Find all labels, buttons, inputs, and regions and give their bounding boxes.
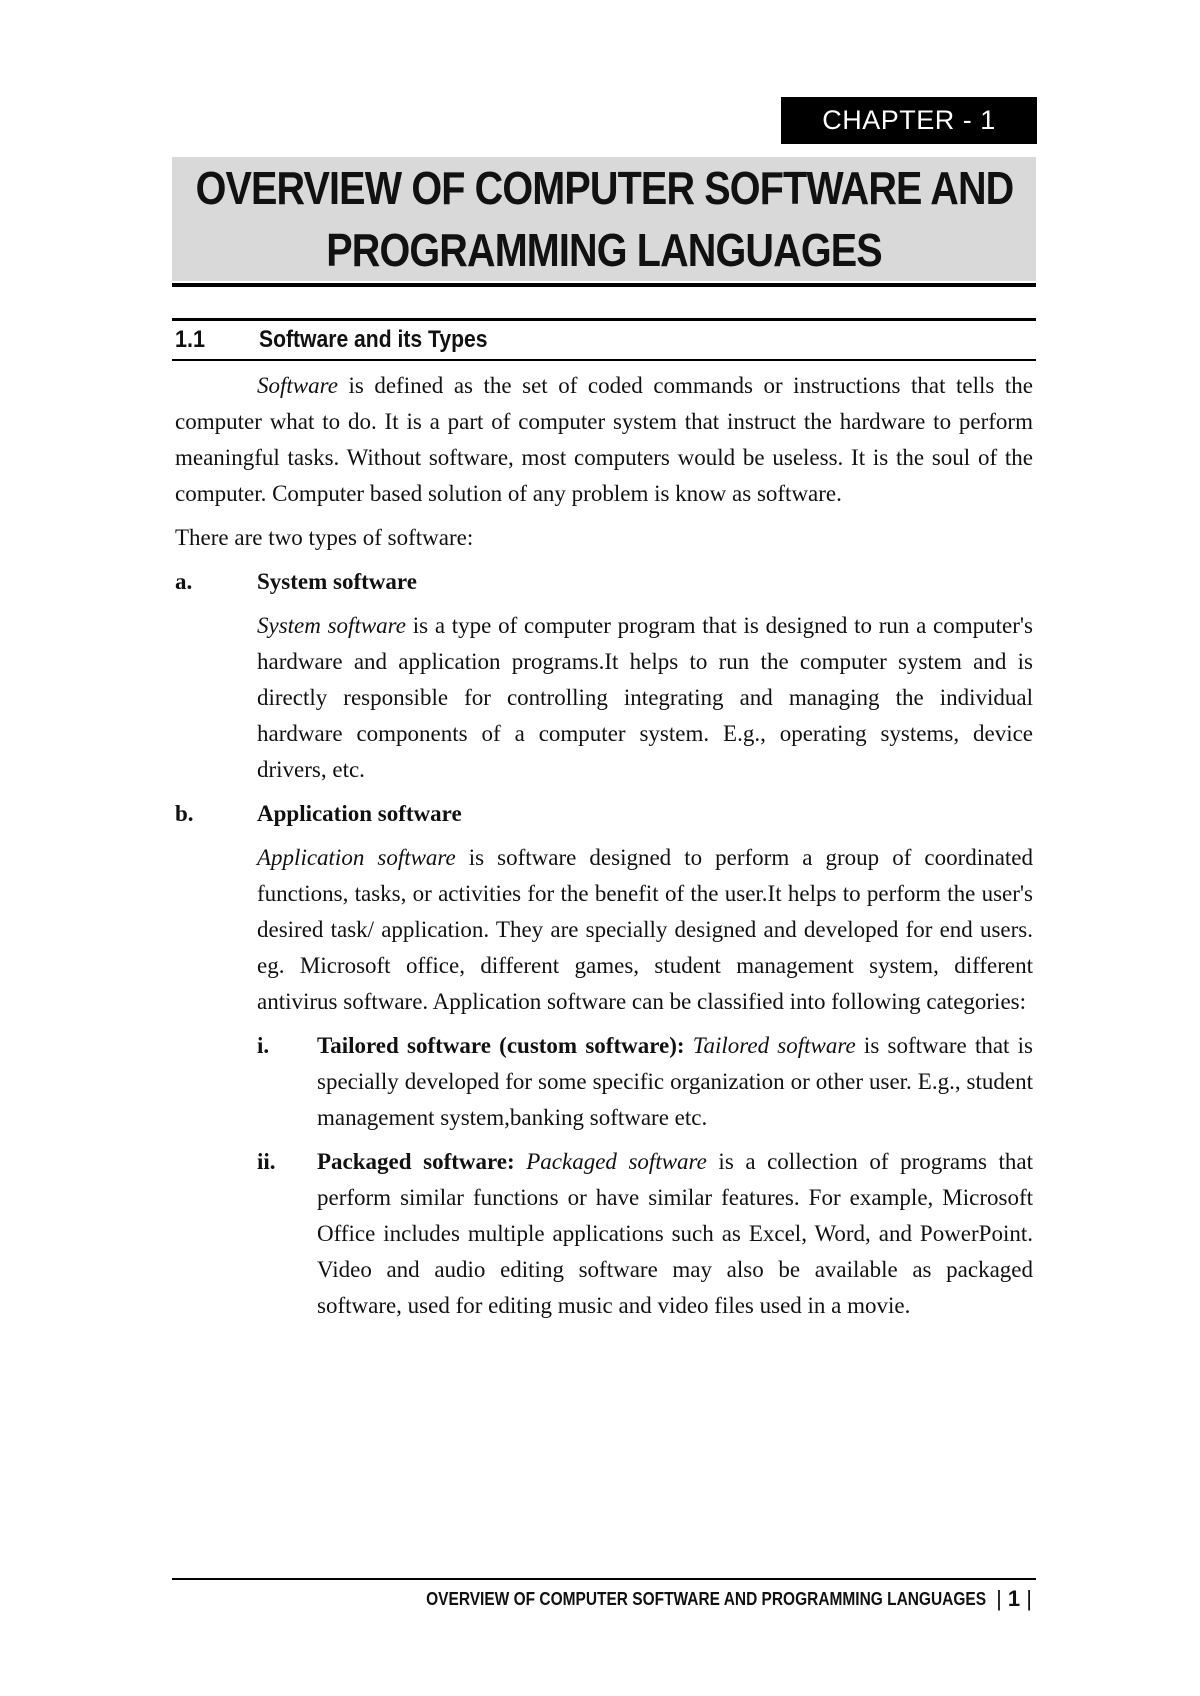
sub-item-ii <box>175 1144 1033 1324</box>
type-a-term: System software <box>257 613 406 638</box>
type-b-paragraph <box>175 840 1033 1020</box>
page-number-box: | 1 | <box>996 1586 1032 1611</box>
section-heading <box>175 326 1035 356</box>
types-intro: There are two types of software: <box>175 525 474 550</box>
type-a-heading: System software <box>257 569 417 594</box>
section-number: 1.1 <box>175 326 206 353</box>
section-top-rule <box>172 318 1036 321</box>
page-number: 1 <box>1007 1586 1021 1611</box>
type-b-text: is software designed to perform a group of coordinated functions, tasks, or activities for the benefit of the user.It helps to perform the user's desired task/ application. They are specially designed and developed for end users. eg. Microsoft office, different games, student management system, different antivirus software. Application software can be classified into following categories: <box>257 845 1034 1014</box>
title-underline <box>172 283 1036 287</box>
chapter-label: CHAPTER - 1 <box>781 97 1037 144</box>
type-a-marker: a. <box>175 569 193 594</box>
type-a-text: is a type of computer program that is designed to run a computer's hardware and application programs.It helps to run the computer system and is directly responsible for controlling integrating and managing the individual hardware components of a computer system. E.g., operating systems, device drivers, etc. <box>257 613 1033 782</box>
type-a-heading-row <box>175 564 1033 600</box>
type-b-heading: Application software <box>257 801 462 826</box>
intro-paragraph <box>175 368 1033 512</box>
sub-ii-marker: ii. <box>257 1149 276 1174</box>
chapter-title-line2: PROGRAMMING LANGUAGES <box>326 224 882 276</box>
sub-i-term: Tailored software <box>692 1033 856 1058</box>
intro-text: is defined as the set of coded commands or instructions that tells the computer what to do. It is a part of computer system that instruct the hardware to perform meaningful tasks. Without software, most computers would be useless. It is the soul of the computer. Computer based solution of any problem is know as software. <box>175 373 1033 506</box>
page-footer <box>335 1586 1032 1612</box>
intro-term: Software <box>257 373 338 398</box>
sub-ii-heading: Packaged software: <box>317 1149 515 1174</box>
sub-ii-term: Packaged software <box>526 1149 707 1174</box>
sub-i-heading: Tailored software (custom software): <box>317 1033 685 1058</box>
footer-title: OVERVIEW OF COMPUTER SOFTWARE AND PROGRAMMING LANGUAGES <box>426 1588 987 1609</box>
chapter-title <box>172 157 1036 281</box>
sub-ii-text: is a collection of programs that perform similar functions or have similar features. For example, Microsoft Office includes multiple applications such as Excel, Word, and PowerPoint. Video and audio editing software may also be available as packaged software, used for editing music and video files used in a movie. <box>317 1149 1033 1318</box>
chapter-title-line1: OVERVIEW OF COMPUTER SOFTWARE AND <box>195 162 1013 214</box>
page-body <box>175 368 1033 1324</box>
section-bottom-rule <box>172 359 1036 361</box>
footer-rule <box>172 1578 1036 1580</box>
type-b-term: Application software <box>257 845 456 870</box>
type-a-paragraph <box>175 608 1033 788</box>
section-title: Software and its Types <box>259 326 488 353</box>
sub-i-text: is software that is specially developed for some specific organization or other user. E.g., student management system,banking software etc. <box>317 1033 1034 1130</box>
type-b-marker: b. <box>175 801 194 826</box>
sub-i-marker: i. <box>257 1033 270 1058</box>
type-b-heading-row <box>175 796 1033 832</box>
sub-item-i <box>175 1028 1033 1136</box>
